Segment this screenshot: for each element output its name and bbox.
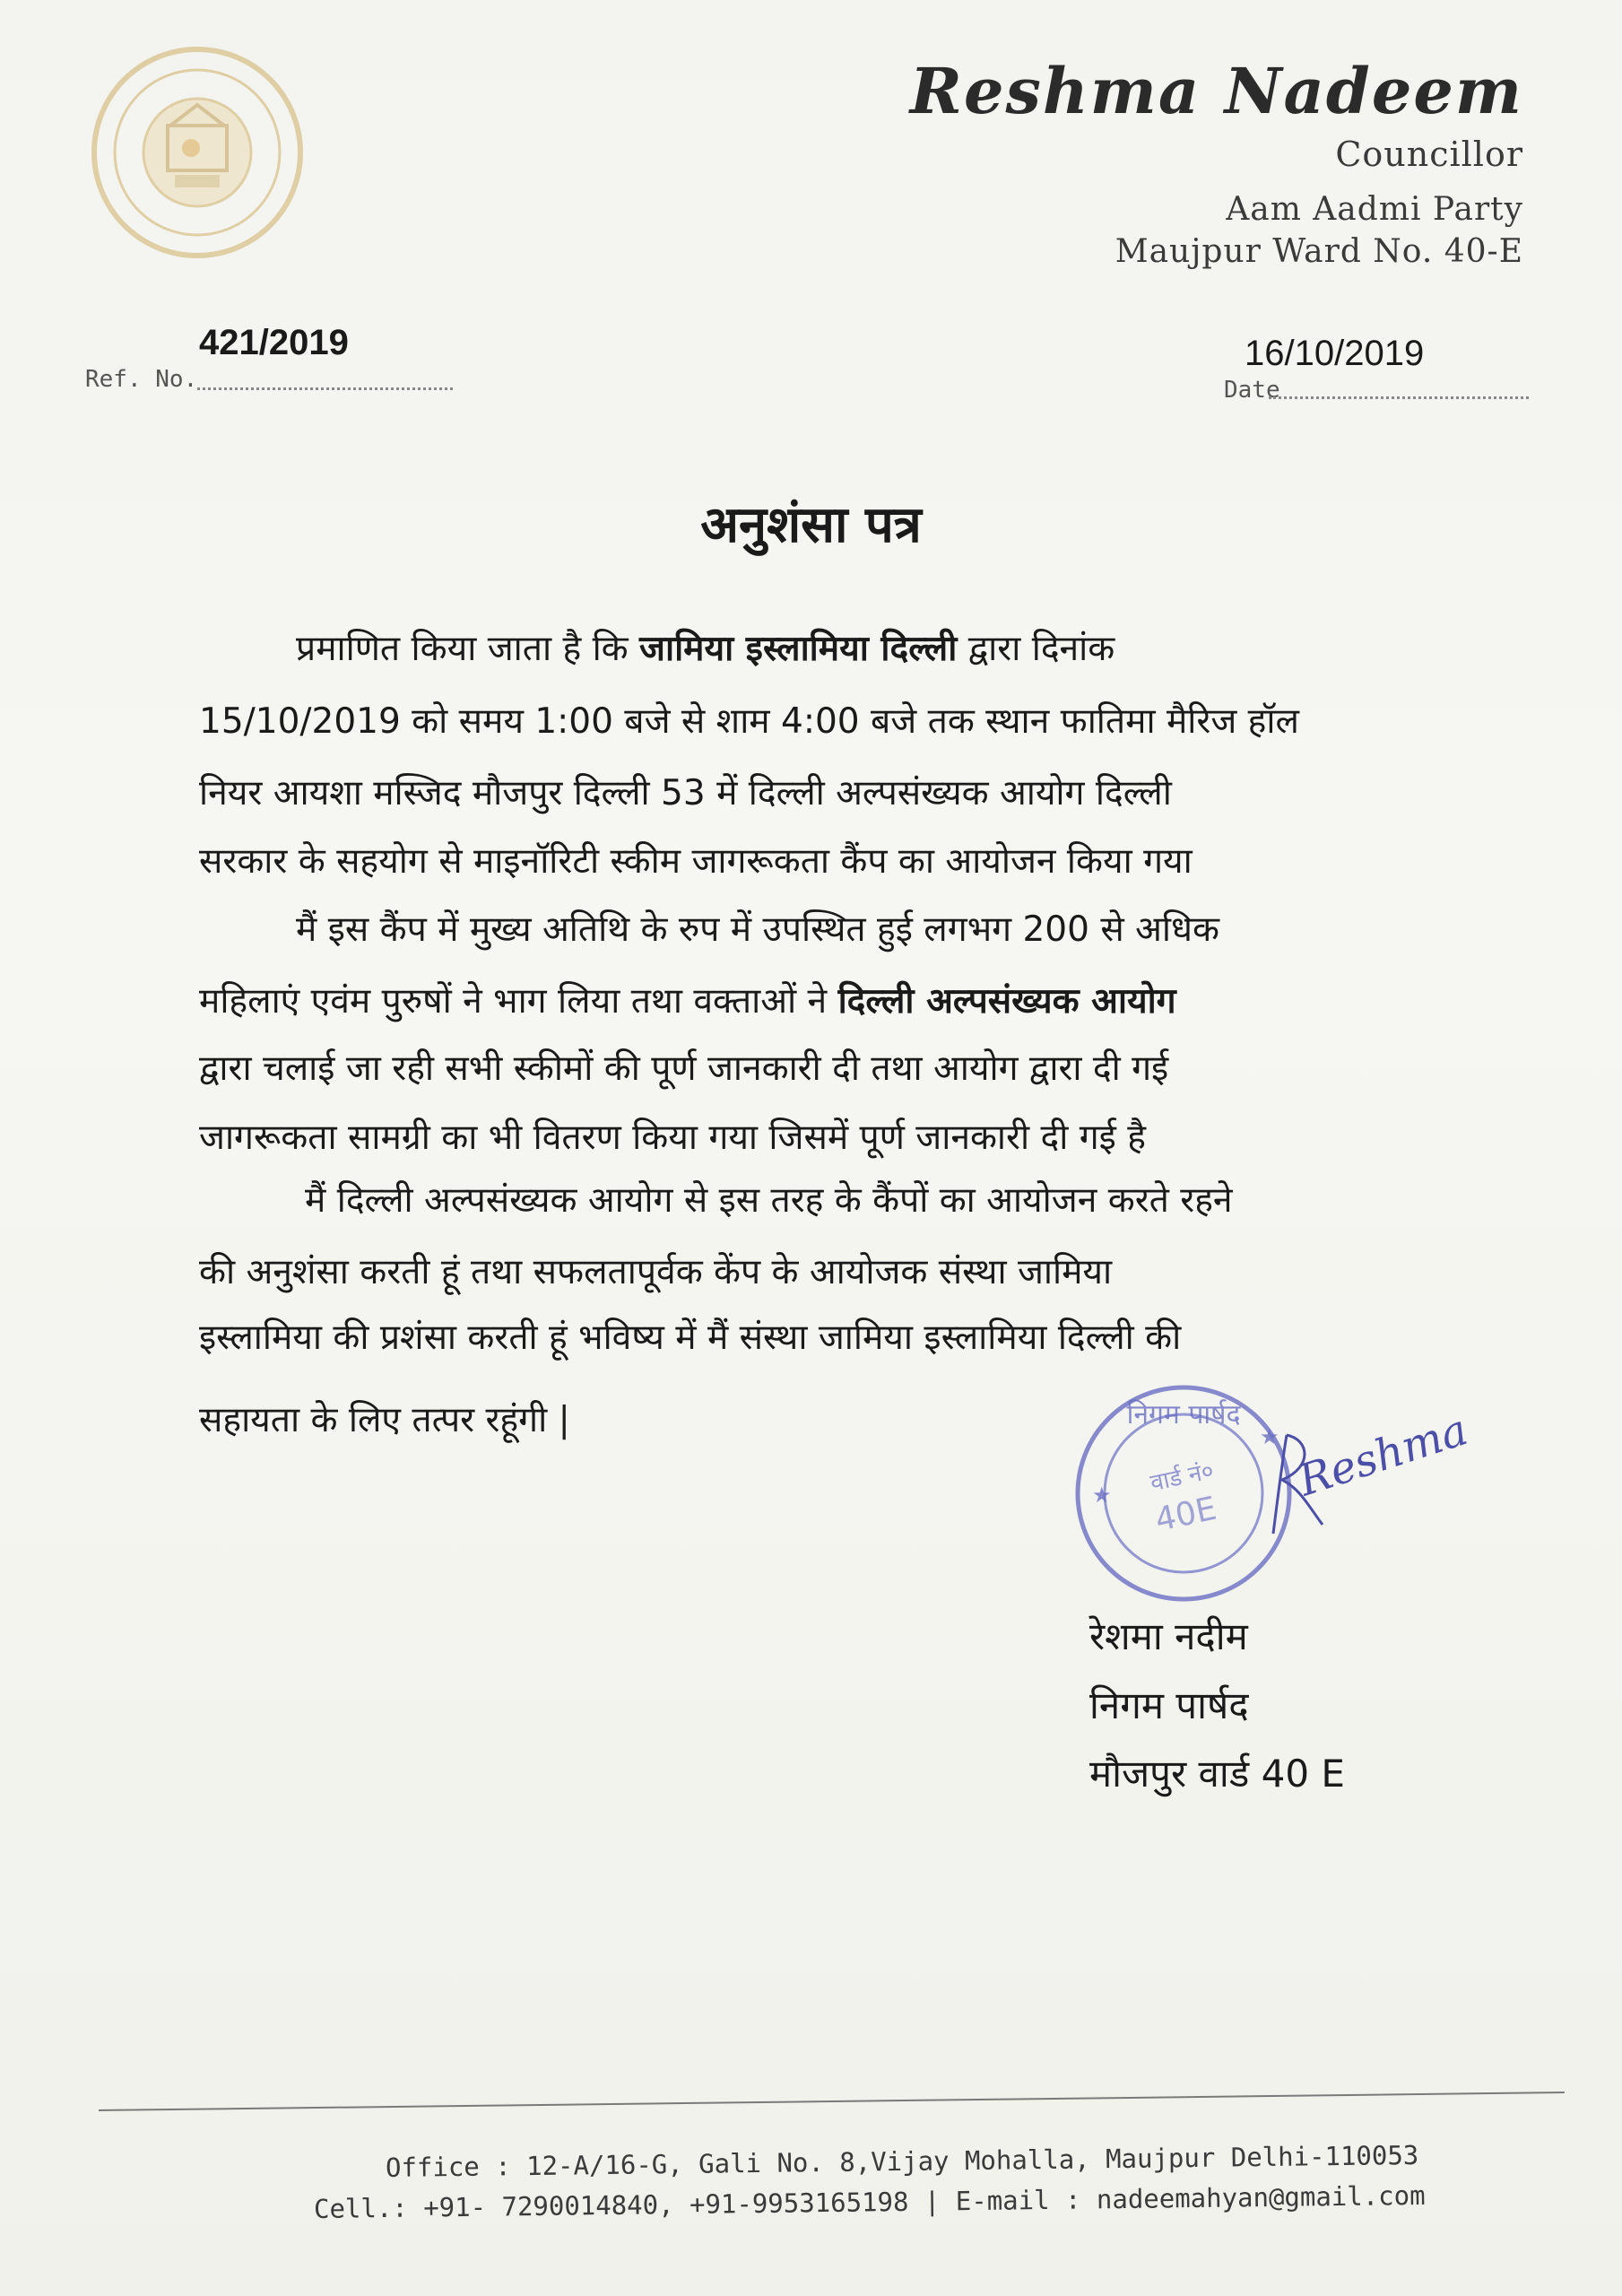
ref-number-label: Ref. No. — [85, 366, 198, 393]
svg-text:★: ★ — [1092, 1483, 1112, 1508]
ref-dotted-line — [197, 387, 453, 390]
signatory-title: निगम पार्षद — [1089, 1683, 1249, 1727]
date-value: 16/10/2019 — [1245, 334, 1425, 373]
ref-number-value: 421/2019 — [199, 323, 349, 362]
body-text-bold: दिल्ली अल्पसंख्यक आयोग — [837, 981, 1176, 1022]
body-line: इस्लामिया की प्रशंसा करती हूं भविष्य में मैं संस्था जामिया इस्लामिया दिल्ली की — [199, 1318, 1182, 1358]
party-emblem-logo — [85, 40, 309, 265]
body-text-bold: जामिया इस्लामिया दिल्ली — [639, 629, 958, 669]
date-label: Date — [1224, 377, 1280, 404]
letterhead-name: Reshma Nadeem — [909, 54, 1523, 128]
body-line: 15/10/2019 को समय 1:00 बजे से शाम 4:00 बजे तक स्थान फातिमा मैरिज हॉल — [199, 701, 1299, 742]
letterhead-role: Councillor — [1335, 135, 1523, 174]
body-text: प्रमाणित किया जाता है कि — [296, 629, 640, 669]
stamp-text-mid: वार्ड नं० — [1148, 1457, 1217, 1498]
letterhead-party: Aam Aadmi Party — [1226, 191, 1523, 228]
body-line: मैं इस कैंप में मुख्य अतिथि के रुप में उपस्थित हुई लगभग 200 से अधिक — [296, 909, 1219, 950]
footer-divider — [99, 2092, 1565, 2111]
body-line: जागरूकता सामग्री का भी वितरण किया गया जिसमें पूर्ण जानकारी दी गई है — [199, 1118, 1146, 1158]
footer-office-address: Office : 12-A/16-G, Gali No. 8,Vijay Mohalla, Maujpur Delhi-110053 — [385, 2139, 1419, 2183]
letterhead-ward: Maujpur Ward No. 40-E — [1115, 233, 1523, 270]
body-line: नियर आयशा मस्जिद मौजपुर दिल्ली 53 में दिल्ली अल्पसंख्यक आयोग दिल्ली — [199, 773, 1172, 813]
body-line: सहायता के लिए तत्पर रहूंगी | — [199, 1400, 570, 1440]
body-line — [199, 976, 1176, 1023]
stamp-text-number: 40E — [1151, 1490, 1220, 1539]
stamp-text-top: निगम पार्षद — [1126, 1399, 1241, 1431]
signature-text: Reshma — [1292, 1405, 1474, 1507]
body-text: द्वारा दिनांक — [957, 629, 1115, 669]
date-dotted-line — [1269, 396, 1529, 399]
svg-text:★: ★ — [1260, 1424, 1279, 1449]
body-text: महिलाएं एवंम पुरुषों ने भाग लिया तथा वक्ताओं ने — [199, 981, 838, 1022]
body-line: द्वारा चलाई जा रही सभी स्कीमों की पूर्ण जानकारी दी तथा आयोग द्वारा दी गई — [199, 1048, 1169, 1089]
signatory-ward: मौजपुर वार्ड 40 E — [1089, 1752, 1345, 1796]
signatory-name: रेशमा नदीम — [1089, 1614, 1248, 1658]
handwritten-signature — [1255, 1405, 1474, 1543]
footer-contact: Cell.: +91- 7290014840, +91-9953165198 | E-mail : nadeemahyan@gmail.com — [313, 2179, 1426, 2224]
body-line: सरकार के सहयोग से माइनॉरिटी स्कीम जागरूकता कैंप का आयोजन किया गया — [199, 841, 1193, 882]
letter-heading: अनुशंसा पत्र — [700, 496, 922, 554]
body-line: मैं दिल्ली अल्पसंख्यक आयोग से इस तरह के कैंपों का आयोजन करते रहने — [305, 1180, 1233, 1221]
body-line: की अनुशंसा करती हूं तथा सफलतापूर्वक केंप के आयोजक संस्था जामिया — [199, 1252, 1113, 1292]
body-line — [296, 623, 1115, 671]
